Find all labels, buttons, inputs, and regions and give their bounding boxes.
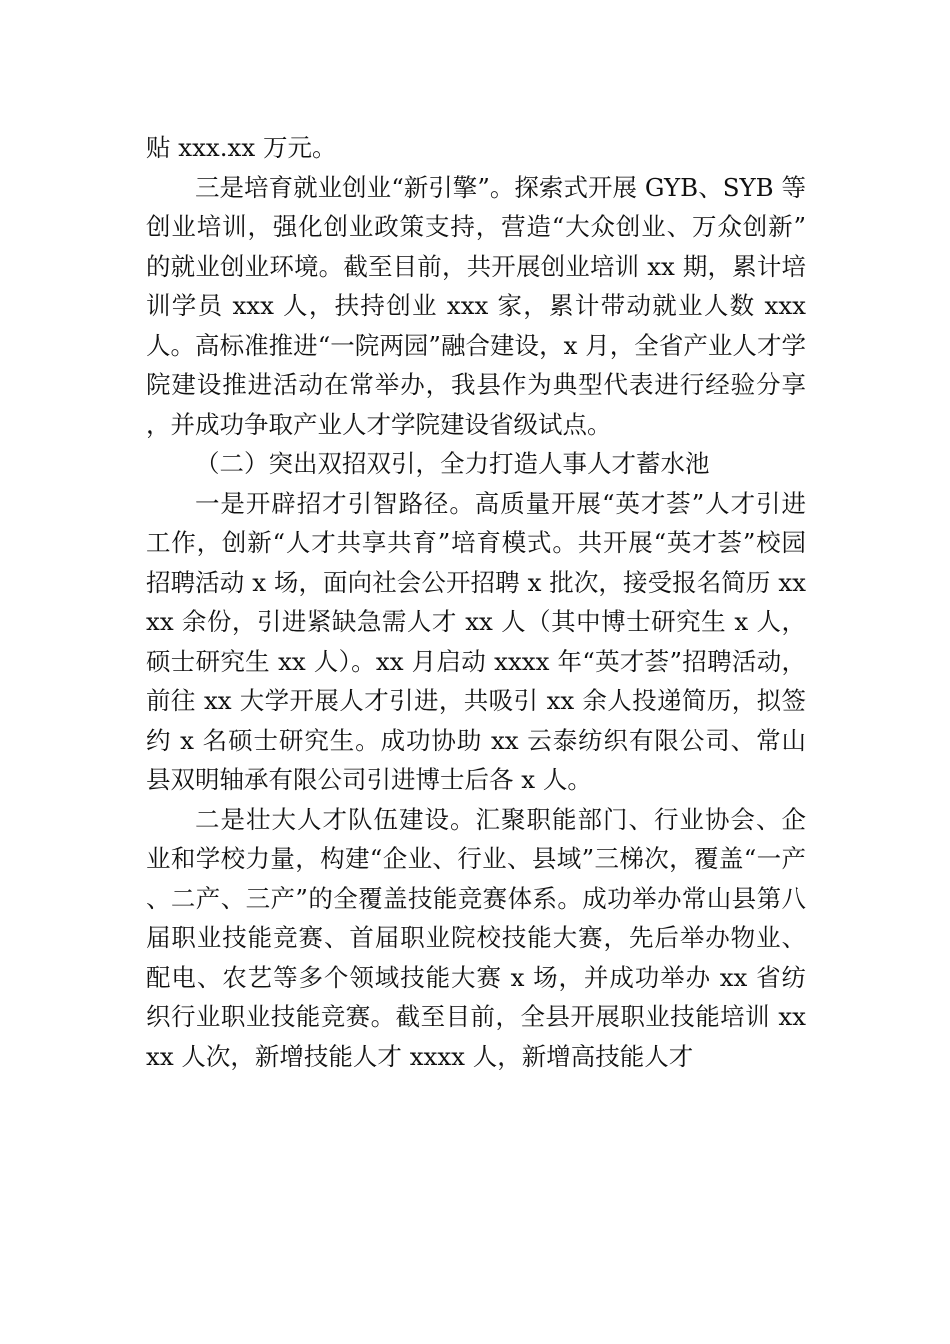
paragraph-talent-team: 二是壮大人才队伍建设。汇聚职能部门、行业协会、企业和学校力量，构建“企业、行业、县域”三梯次，覆盖“一产、二产、三产”的全覆盖技能竞赛体系。成功举办常山县第八届职业技能竞赛、首届职业院校技能大赛，先后举办物业、配电、农艺等多个领域技能大赛 x 场，并成功举办 xx 省纺织行业职业技能竞赛。截至目前，全县开展职业技能培训 xxxx 人次，新增技能人才 xxxx 人，新增高技能人才	[146, 804, 806, 1071]
paragraph-entrepreneurship: 三是培育就业创业“新引擎”。探索式开展 GYB、SYB 等创业培训，强化创业政策支持，营造“大众创业、万众创新”的就业创业环境。截至目前，共开展创业培训 xx 期，累计培训学员 xxx 人，扶持创业 xxx 家，累计带动就业人数 xxx 人。高标准推进“一院两园”融合建设，x 月，全省产业人才学院建设推进活动在常举办，我县作为典型代表进行经验分享，并成功争取产业人才学院建设省级试点。	[146, 172, 806, 439]
document-body	[146, 128, 806, 1076]
paragraph-talent-recruitment: 一是开辟招才引智路径。高质量开展“英才荟”人才引进工作，创新“人才共享共育”培育模式。共开展“英才荟”校园招聘活动 x 场，面向社会公开招聘 x 批次，接受报名简历 xxxx 余份，引进紧缺急需人才 xx 人（其中博士研究生 x 人，硕士研究生 xx 人）。xx 月启动 xxxx 年“英才荟”招聘活动，前往 xx 大学开展人才引进，共吸引 xx 余人投递简历，拟签约 x 名硕士研究生。成功协助 xx 云泰纺织有限公司、常山县双明轴承有限公司引进博士后各 x 人。	[146, 488, 806, 794]
paragraph-subsidy-end: 贴 xxx.xx 万元。	[146, 133, 337, 162]
section-heading-talent-pool: （二）突出双招双引，全力打造人事人才蓄水池	[195, 449, 710, 478]
